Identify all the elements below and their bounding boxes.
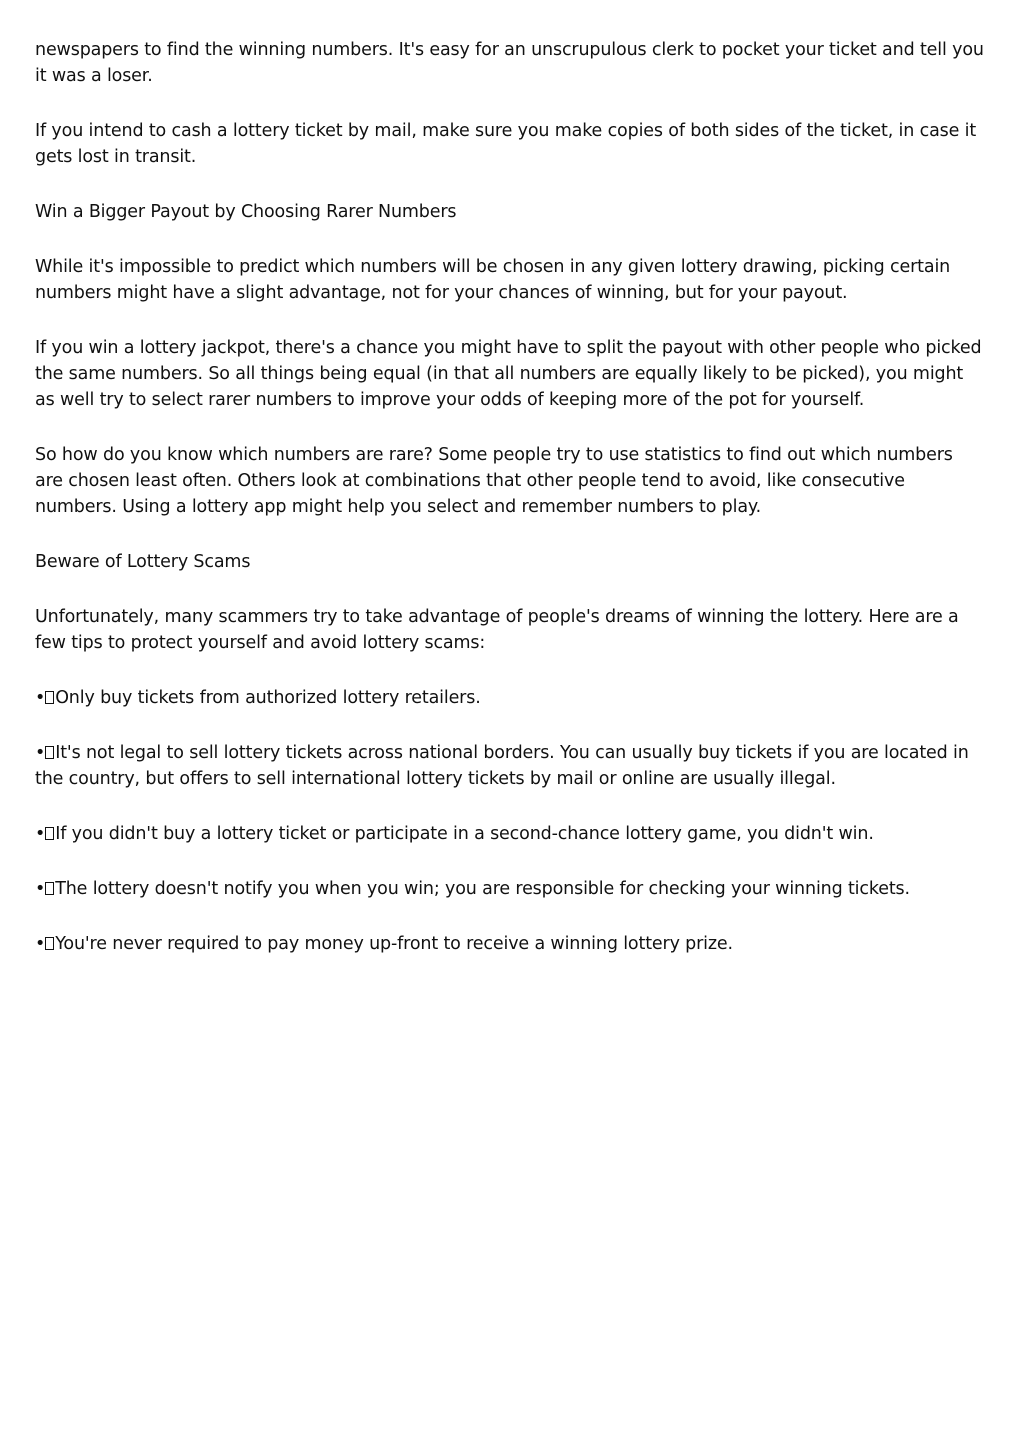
bullet-icon: • — [35, 743, 46, 763]
list-item — [35, 685, 985, 711]
list-item — [35, 740, 985, 792]
list-item-text: It's not legal to sell lottery tickets across national borders. You can usually buy tickets if you are located in the country, but offers to sell international lottery tickets by mail or online are usually illegal. — [35, 743, 969, 789]
missing-glyph-icon — [45, 827, 54, 840]
bullet-icon: • — [35, 879, 46, 899]
list-item-text: If you didn't buy a lottery ticket or participate in a second-chance lottery game, you didn't win. — [55, 824, 874, 844]
list-item — [35, 931, 985, 957]
missing-glyph-icon — [45, 937, 54, 950]
bullet-icon: • — [35, 934, 46, 954]
document-body — [35, 37, 985, 986]
missing-glyph-icon — [45, 691, 54, 704]
missing-glyph-icon — [45, 746, 54, 759]
list-item — [35, 821, 985, 847]
scam-tips-list — [35, 685, 985, 957]
list-item-text: The lottery doesn't notify you when you win; you are responsible for checking your winning tickets. — [55, 879, 910, 899]
section-heading-scams: Beware of Lottery Scams — [35, 552, 251, 572]
list-item-text: Only buy tickets from authorized lottery retailers. — [55, 688, 481, 708]
paragraph-scams-intro: Unfortunately, many scammers try to take advantage of people's dreams of winning the lottery. Here are a few tips to protect yourself and avoid lottery scams: — [35, 607, 959, 653]
paragraph-mail-copies: If you intend to cash a lottery ticket by mail, make sure you make copies of both sides of the ticket, in case it gets lost in transit. — [35, 121, 977, 167]
list-item-text: You're never required to pay money up-front to receive a winning lottery prize. — [55, 934, 733, 954]
paragraph-clerk-warning: newspapers to find the winning numbers. It's easy for an unscrupulous clerk to pocket your ticket and tell you it was a loser. — [35, 40, 984, 86]
bullet-icon: • — [35, 688, 46, 708]
paragraph-rare-numbers: So how do you know which numbers are rare? Some people try to use statistics to find out which numbers are chosen least often. Others look at combinations that other people tend to avoid, like consecutive numbers. Using a lottery app might help you select and remember numbers to play. — [35, 445, 953, 517]
list-item — [35, 876, 985, 902]
paragraph-prediction: While it's impossible to predict which numbers will be chosen in any given lottery drawing, picking certain numbers might have a slight advantage, not for your chances of winning, but for your payout. — [35, 257, 951, 303]
paragraph-split-jackpot: If you win a lottery jackpot, there's a chance you might have to split the payout with other people who picked the same numbers. So all things being equal (in that all numbers are equally likely to be picked), you might as well try to select rarer numbers to improve your odds of keeping more of the pot for yourself. — [35, 338, 982, 410]
bullet-icon: • — [35, 824, 46, 844]
section-heading-payout: Win a Bigger Payout by Choosing Rarer Numbers — [35, 202, 457, 222]
missing-glyph-icon — [45, 882, 54, 895]
